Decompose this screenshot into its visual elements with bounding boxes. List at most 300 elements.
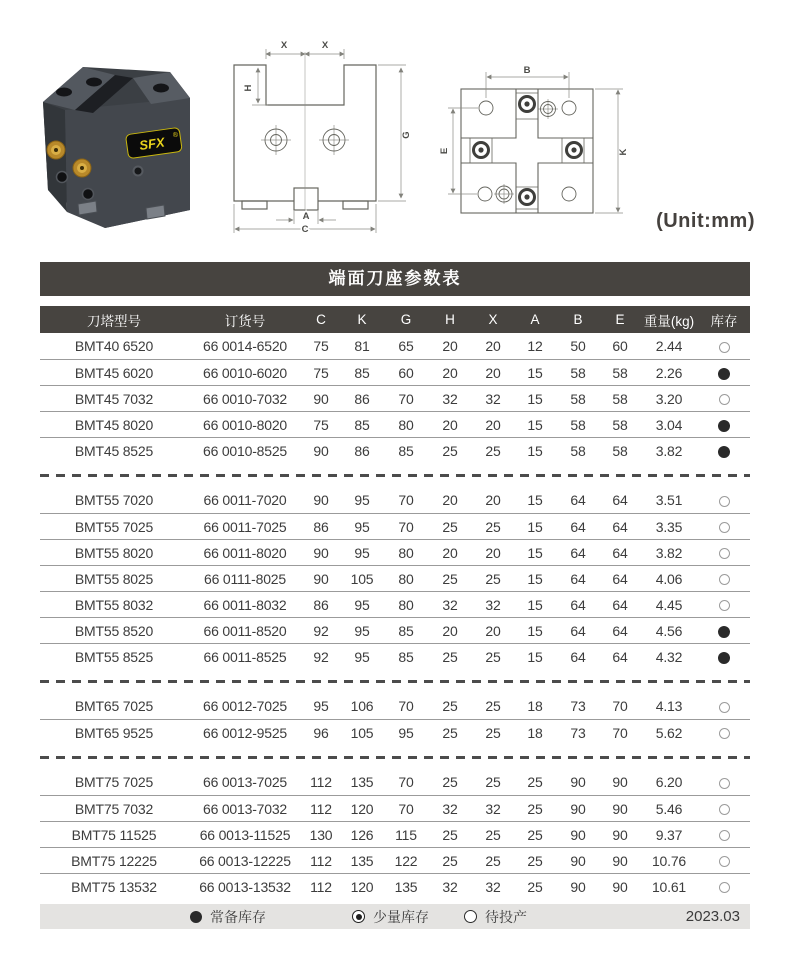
cell-b: 64 [570,570,586,587]
cell-model: BMT75 12225 [71,852,157,869]
cell-a: 15 [527,442,543,459]
cell-a: 15 [527,648,543,665]
cell-g: 60 [398,364,414,381]
column-header-model: 刀塔型号 [87,313,141,329]
front-hole [134,167,143,176]
cell-g: 80 [398,596,414,613]
bottom-tab [146,205,165,219]
cell-g: 70 [398,390,414,407]
dim-label-k: K [618,148,629,156]
cell-k: 135 [350,852,374,869]
cell-k: 86 [354,442,370,459]
cell-x: 25 [485,698,501,714]
table-row [40,513,750,539]
column-header-c: C [316,312,326,327]
cell-a: 15 [527,416,543,433]
stock-dot [719,804,730,815]
dim-label-b: B [523,65,531,76]
cell-g: 80 [398,544,414,561]
column-header-g: G [400,312,412,327]
logo-text: SFX [138,134,166,153]
stock-filled-icon [190,911,202,923]
cell-g: 70 [398,518,414,535]
cell-order: 66 0011-8020 [203,544,287,561]
cell-weight: 3.04 [655,416,683,433]
cell-b: 50 [570,338,586,354]
cell-k: 95 [354,544,370,561]
dim-label-a: A [302,211,310,222]
cell-b: 64 [570,544,586,561]
column-header-a: A [530,312,540,327]
legend-item [190,904,266,929]
group-divider [40,669,750,693]
column-header-k: K [357,312,367,327]
cell-b: 90 [570,774,586,790]
cell-b: 64 [570,518,586,535]
cell-c: 90 [313,570,329,587]
table-group [40,693,750,745]
cell-a: 25 [527,826,543,843]
cell-g: 65 [398,338,414,354]
parameter-table [40,262,750,929]
stock-dot [719,728,730,739]
cell-model: BMT75 13532 [71,878,157,895]
cell-order: 66 0011-8520 [203,622,287,639]
cell-c: 96 [313,724,329,741]
legend-label: 少量库存 [373,908,429,925]
cell-g: 122 [394,852,418,869]
cell-order: 66 0013-11525 [199,826,291,843]
stock-dot [719,702,730,713]
front-view-drawing [224,28,430,243]
cell-b: 73 [570,698,586,714]
cell-weight: 4.45 [655,596,683,613]
cell-stock [698,391,750,407]
cell-x: 32 [485,596,501,613]
cell-g: 70 [398,698,414,714]
table-row [40,385,750,411]
cell-h: 20 [442,338,458,354]
cell-a: 15 [527,518,543,535]
table-row [40,411,750,437]
cell-e: 64 [612,492,628,508]
cell-model: BMT55 7025 [74,518,154,535]
cell-c: 92 [313,648,329,665]
cell-x: 25 [485,648,501,665]
cell-x: 32 [485,878,501,895]
cell-h: 20 [442,492,458,508]
cell-stock [698,698,750,714]
cell-h: 20 [442,544,458,561]
cell-order: 66 0013-12225 [199,852,291,869]
dim-label-h: H [243,84,254,92]
cell-a: 15 [527,364,543,381]
cell-g: 70 [398,774,414,790]
cell-weight: 10.76 [651,852,687,869]
cell-stock [698,338,750,354]
cell-h: 25 [442,570,458,587]
cell-x: 25 [485,570,501,587]
cell-x: 20 [485,364,501,381]
group-divider [40,745,750,769]
cell-k: 85 [354,416,370,433]
stock-dot [718,626,730,638]
cell-c: 75 [313,364,329,381]
cell-c: 90 [313,390,329,407]
cell-x: 25 [485,724,501,741]
cell-g: 85 [398,442,414,459]
legend-item [352,904,429,929]
cell-h: 25 [442,724,458,741]
legend-bar [40,904,750,929]
cell-k: 81 [354,338,370,354]
cell-h: 32 [442,390,458,407]
cell-b: 64 [570,648,586,665]
stock-empty-icon [464,910,477,923]
cell-weight: 5.62 [655,724,683,741]
cell-stock [698,443,750,459]
cell-e: 64 [612,596,628,613]
cell-stock [698,597,750,613]
cell-k: 135 [350,774,374,790]
cell-a: 15 [527,570,543,587]
cell-h: 25 [442,518,458,535]
cell-b: 58 [570,390,586,407]
cell-weight: 5.46 [655,800,683,817]
tool-holder-block [43,67,190,228]
cell-c: 75 [313,338,329,354]
cell-e: 64 [612,544,628,561]
cell-k: 120 [350,800,374,817]
cell-a: 25 [527,878,543,895]
cell-c: 130 [309,826,333,843]
cell-weight: 3.35 [655,518,683,535]
cell-g: 70 [398,492,414,508]
cell-model: BMT45 6020 [74,364,154,381]
cell-stock [698,879,750,895]
cell-x: 25 [485,774,501,790]
cell-a: 15 [527,596,543,613]
cell-c: 92 [313,622,329,639]
cell-weight: 9.37 [655,826,683,843]
top-view-drawing [438,40,640,230]
cell-b: 90 [570,800,586,817]
cell-h: 25 [442,648,458,665]
cell-c: 112 [310,800,332,817]
stock-dot [719,574,730,585]
cell-model: BMT45 7032 [74,390,154,407]
cell-k: 95 [354,648,370,665]
legend-label: 待投产 [485,908,527,925]
cell-weight: 3.82 [655,544,683,561]
cell-k: 106 [350,698,374,714]
cell-e: 64 [612,648,628,665]
cell-order: 66 0012-9525 [202,724,287,741]
column-header-x: X [488,312,498,327]
dim-label-g: G [401,131,412,139]
table-row [40,333,750,359]
cell-stock [698,827,750,843]
cell-g: 85 [398,648,414,665]
table-row [40,643,750,669]
cell-weight: 6.20 [655,774,683,790]
unit-label: (Unit:mm) [656,210,755,232]
cell-c: 86 [313,596,329,613]
cell-k: 85 [354,364,370,381]
cell-k: 95 [354,492,370,508]
cell-weight: 3.82 [655,442,683,459]
cell-c: 112 [310,878,332,895]
table-row [40,487,750,513]
cell-g: 95 [398,724,414,741]
table-row [40,873,750,899]
table-row [40,769,750,795]
cell-model: BMT55 7020 [74,492,154,508]
table-row [40,617,750,643]
cell-a: 15 [527,492,543,508]
cell-k: 86 [354,390,370,407]
cell-model: BMT55 8020 [74,544,154,561]
cell-model: BMT40 6520 [74,338,154,354]
cell-h: 20 [442,364,458,381]
cell-model: BMT55 8025 [74,570,154,587]
cell-stock [698,365,750,381]
table-row [40,847,750,873]
cell-h: 25 [442,826,458,843]
column-header-h: H [445,312,455,327]
dimension-labels [439,65,629,155]
cell-order: 66 0011-7020 [203,492,287,508]
stock-dot [719,496,730,507]
cell-order: 66 0010-7032 [202,390,287,407]
cell-c: 112 [310,774,332,790]
cell-h: 25 [442,774,458,790]
cell-weight: 10.61 [651,878,687,895]
table-title: 端面刀座参数表 [40,262,750,296]
cell-k: 95 [354,596,370,613]
cell-h: 20 [442,416,458,433]
cell-x: 32 [485,390,501,407]
cell-x: 20 [485,416,501,433]
cell-b: 58 [570,416,586,433]
cell-a: 12 [527,338,543,354]
cell-e: 90 [612,852,628,869]
stock-dot [719,342,730,353]
cell-e: 64 [612,570,628,587]
table-row [40,591,750,617]
stock-dot [718,420,730,432]
cell-e: 60 [612,338,628,354]
cell-c: 75 [313,416,329,433]
cell-a: 18 [527,724,543,741]
cell-h: 20 [442,622,458,639]
cell-b: 90 [570,852,586,869]
cell-k: 126 [350,826,374,843]
cell-e: 58 [612,364,628,381]
cell-a: 25 [527,800,543,817]
cell-c: 90 [313,442,329,459]
cell-k: 105 [350,724,374,741]
cell-b: 90 [570,878,586,895]
cell-h: 25 [442,442,458,459]
cell-c: 112 [310,852,332,869]
table-body [40,333,750,899]
cell-stock [698,649,750,665]
table-row [40,719,750,745]
cell-b: 90 [570,826,586,843]
cell-h: 32 [442,878,458,895]
cell-k: 95 [354,622,370,639]
stock-dot [718,446,730,458]
stock-dot [719,778,730,789]
cell-b: 58 [570,442,586,459]
cell-k: 95 [354,518,370,535]
legend-label: 常备库存 [210,908,266,925]
cell-weight: 3.20 [655,390,683,407]
cell-order: 66 0013-7032 [202,800,287,817]
cell-e: 58 [612,416,628,433]
cell-weight: 4.13 [655,698,683,714]
cell-x: 20 [485,338,501,354]
cell-g: 85 [398,622,414,639]
cell-order: 66 0014-6520 [202,338,287,354]
cell-stock [698,417,750,433]
cell-model: BMT55 8520 [74,622,154,639]
cell-c: 86 [313,518,329,535]
stock-dot [719,600,730,611]
cell-model: BMT55 8032 [74,596,154,613]
cell-x: 25 [485,826,501,843]
cell-x: 20 [485,622,501,639]
cell-weight: 4.56 [655,622,683,639]
cell-model: BMT45 8525 [74,442,154,459]
cell-order: 66 0011-7025 [203,518,287,535]
table-group [40,333,750,463]
cell-stock [698,571,750,587]
cell-stock [698,623,750,639]
cell-a: 18 [527,698,543,714]
cell-b: 64 [570,622,586,639]
cell-weight: 4.32 [655,648,683,665]
cell-h: 25 [442,698,458,714]
cell-stock [698,545,750,561]
table-row [40,539,750,565]
stock-dot [719,522,730,533]
cell-order: 66 0010-8525 [202,442,287,459]
cell-c: 90 [313,492,329,508]
cell-e: 70 [612,698,628,714]
cell-model: BMT65 9525 [74,724,154,741]
cell-weight: 2.26 [655,364,683,381]
cell-order: 66 0011-8525 [203,648,287,665]
cell-e: 90 [612,774,628,790]
cell-order: 66 0013-13532 [199,878,291,895]
table-row [40,795,750,821]
cell-h: 25 [442,852,458,869]
stock-dot [719,882,730,893]
stock-dot [719,548,730,559]
stock-dot [718,652,730,664]
cell-weight: 4.06 [655,570,683,587]
cell-x: 25 [485,852,501,869]
cell-stock [698,519,750,535]
bottom-tab [78,201,97,215]
column-header-weight: 重量(kg) [643,313,695,329]
dim-label-x-right: X [321,40,329,51]
title-gap [40,296,750,306]
dim-label-c: C [301,224,309,235]
stock-ring-dot-icon [352,910,365,923]
cell-e: 64 [612,622,628,639]
cell-b: 64 [570,492,586,508]
table-group [40,769,750,899]
table-row [40,565,750,591]
cell-b: 58 [570,364,586,381]
table-group [40,487,750,669]
stock-dot [719,830,730,841]
cell-order: 66 0011-8032 [203,596,287,613]
table-row [40,693,750,719]
cell-c: 90 [313,544,329,561]
cell-h: 32 [442,596,458,613]
cell-order: 66 0012-7025 [202,698,287,714]
cell-model: BMT45 8020 [74,416,154,433]
cell-a: 25 [527,852,543,869]
logo-registered-mark: ® [172,131,179,140]
cell-stock [698,492,750,508]
cell-a: 15 [527,544,543,561]
cell-order: 66 0111-8025 [204,570,286,587]
cell-stock [698,853,750,869]
stock-dot [719,394,730,405]
dim-label-e: E [439,147,450,155]
cell-g: 80 [398,570,414,587]
dim-label-x-left: X [280,40,288,51]
stock-dot [719,856,730,867]
cell-e: 64 [612,518,628,535]
cell-weight: 2.44 [655,338,683,354]
cell-k: 120 [350,878,374,895]
cell-order: 66 0010-6020 [202,364,287,381]
cell-e: 90 [612,878,628,895]
cell-order: 66 0013-7025 [202,774,287,790]
cell-b: 64 [570,596,586,613]
cell-model: BMT55 8525 [74,648,154,665]
cell-g: 80 [398,416,414,433]
cell-model: BMT65 7025 [74,698,154,714]
cell-model: BMT75 11525 [71,826,157,843]
cell-b: 73 [570,724,586,741]
product-photo [34,42,230,248]
cell-x: 25 [485,442,501,459]
cell-k: 105 [350,570,374,587]
dimension-labels [243,40,412,235]
cell-x: 32 [485,800,501,817]
column-header-order: 订货号 [224,313,266,329]
table-header-row [40,306,750,333]
cell-x: 20 [485,544,501,561]
column-header-e: E [615,312,625,327]
cell-stock [698,801,750,817]
cell-e: 70 [612,724,628,741]
cell-e: 90 [612,826,628,843]
cell-g: 115 [395,826,417,843]
table-row [40,437,750,463]
cell-order: 66 0010-8020 [202,416,287,433]
cell-g: 135 [394,878,418,895]
stock-dot [718,368,730,380]
dimension-lines [234,49,406,233]
